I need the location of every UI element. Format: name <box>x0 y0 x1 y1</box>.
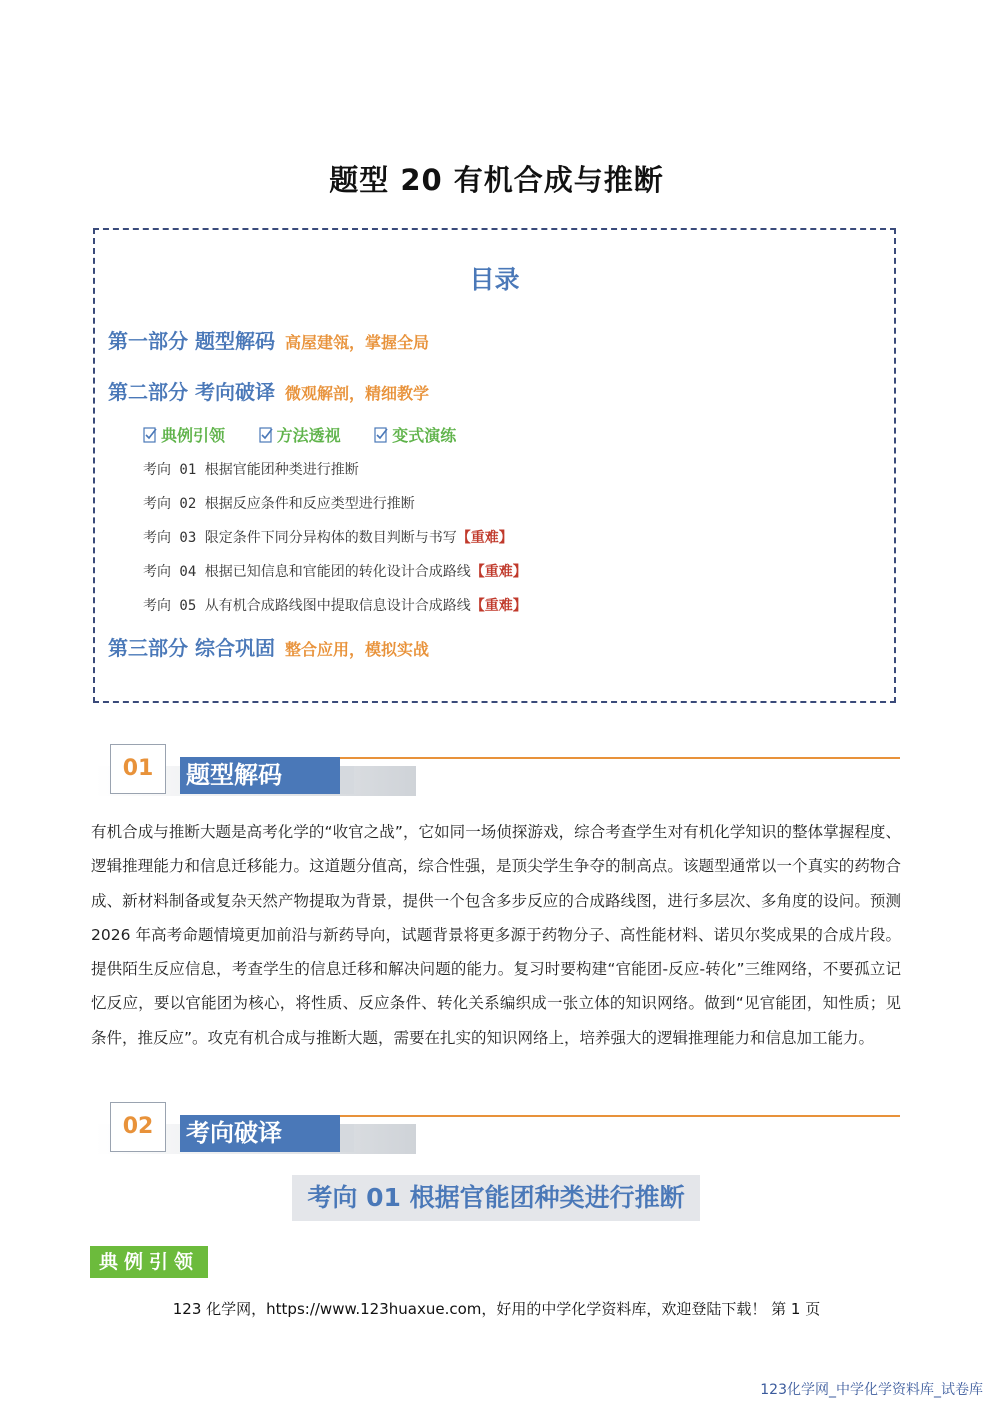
page-footer: 123 化学网，https://www.123huaxue.com，好用的中学化学资料库，欢迎登陆下载！ 第 1 页 <box>172 1300 821 1318</box>
toc-tag[interactable] <box>374 423 456 446</box>
difficulty-badge: 【重难】 <box>470 564 527 580</box>
toc-part-3[interactable] <box>108 632 429 661</box>
toc-tag-label: 变式演练 <box>392 426 457 445</box>
toc-topic-text: 考向 04 根据已知信息和官能团的转化设计合成路线 <box>143 564 471 580</box>
document-check-icon <box>143 426 158 443</box>
document-check-icon <box>374 426 389 443</box>
toc-tag-label: 方法透视 <box>276 426 341 445</box>
toc-part-label: 第三部分 综合巩固 <box>108 636 275 660</box>
section-header-1 <box>88 744 900 804</box>
section-number: 01 <box>110 744 166 794</box>
section-label: 题型解码 <box>180 757 340 794</box>
section-tail <box>340 766 354 794</box>
toc-topic-text: 考向 05 从有机合成路线图中提取信息设计合成路线 <box>143 598 471 614</box>
toc-tags <box>143 423 484 447</box>
section-label: 考向破译 <box>180 1115 340 1152</box>
topic-heading: 考向 01 根据官能团种类进行推断 <box>292 1175 700 1221</box>
difficulty-badge: 【重难】 <box>470 598 527 614</box>
toc-tag[interactable] <box>143 423 225 446</box>
table-of-contents <box>93 228 896 703</box>
toc-part-subtitle: 整合应用，模拟实战 <box>284 640 429 659</box>
toc-topic-2[interactable] <box>143 493 415 513</box>
toc-topic-1[interactable] <box>143 459 359 479</box>
example-label: 典例引领 <box>90 1246 208 1278</box>
toc-topic-text: 考向 03 限定条件下同分异构体的数目判断与书写 <box>143 530 457 546</box>
toc-topic-text: 考向 01 根据官能团种类进行推断 <box>143 462 359 478</box>
difficulty-badge: 【重难】 <box>456 530 513 546</box>
section-number: 02 <box>110 1102 166 1152</box>
toc-topic-3[interactable] <box>143 527 513 547</box>
toc-tag-label: 典例引领 <box>161 426 226 445</box>
toc-heading: 目录 <box>469 265 520 294</box>
toc-part-label: 第一部分 题型解码 <box>108 329 275 353</box>
section-tail <box>340 1124 354 1152</box>
document-check-icon <box>259 426 274 443</box>
toc-part-subtitle: 高屋建瓴，掌握全局 <box>284 333 429 352</box>
toc-topic-text: 考向 02 根据反应条件和反应类型进行推断 <box>143 496 415 512</box>
toc-part-1[interactable] <box>108 325 429 354</box>
section-header-2 <box>88 1102 900 1162</box>
toc-part-2[interactable] <box>108 376 429 405</box>
watermark: 123化学网_中学化学资料库_试卷库 <box>760 1382 983 1398</box>
toc-topic-4[interactable] <box>143 561 527 581</box>
toc-topic-5[interactable] <box>143 595 527 615</box>
toc-part-subtitle: 微观解剖，精细教学 <box>284 384 429 403</box>
toc-part-label: 第二部分 考向破译 <box>108 380 275 404</box>
document-title: 题型 20 有机合成与推断 <box>329 163 664 197</box>
intro-paragraph: 有机合成与推断大题是高考化学的“收官之战”，它如同一场侦探游戏，综合考查学生对有机化学知识的整体掌握程度、逻辑推理能力和信息迁移能力。这道题分值高，综合性强，是顶尖学生争夺的制高点。该题型通常以一个真实的药物合成、新材料制备或复杂天然产物提取为背景，提供一个包含多步反应的合成路线图，进行多层次、多角度的设问。预测 2026 年高考命题情境更加前沿与新药导向，试题背景将更多源于药物分子、高性能材料、诺贝尔奖成果的合成片段。提供陌生反应信息，考查学生的信息迁移和解决问题的能力。复习时要构建“官能团-反应-转化”三维网络，不要孤立记忆反应，要以官能团为核心，将性质、反应条件、转化关系编织成一张立体的知识网络。做到“见官能团，知性质；见条件，推反应”。攻克有机合成与推断大题，需要在扎实的知识网络上，培养强大的逻辑推理能力和信息加工能力。 <box>91 823 901 1047</box>
toc-tag[interactable] <box>259 423 341 446</box>
